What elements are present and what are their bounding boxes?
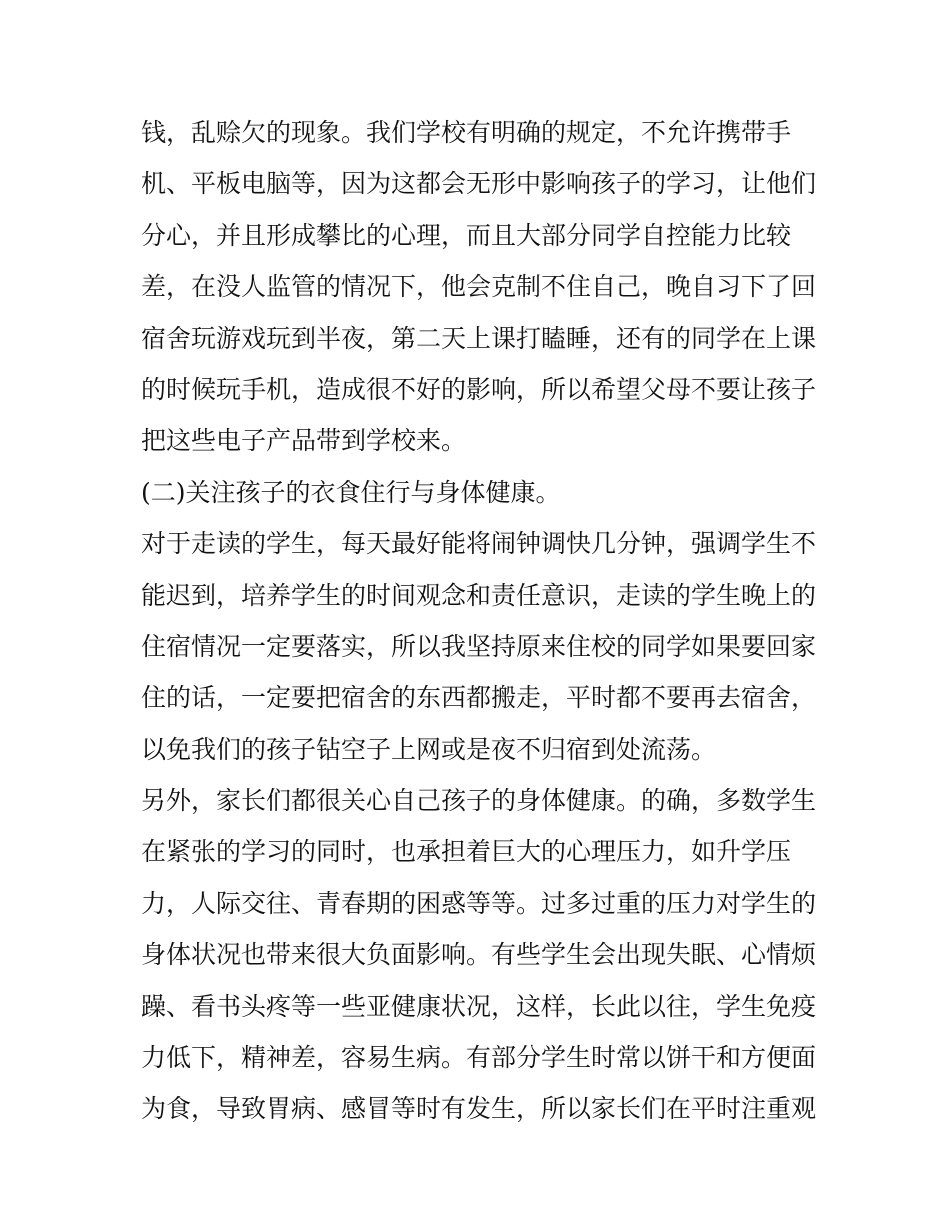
section-heading: (二)关注孩子的衣食住行与身体健康。 [141,477,561,507]
text-line: 机、平板电脑等，因为这都会无形中影响孩子的学习，让他们 [141,169,817,199]
text-line: 以免我们的孩子钻空子上网或是夜不归宿到处流荡。 [141,734,717,764]
text-line: 的时候玩手机，造成很不好的影响，所以希望父母不要让孩子 [141,374,817,404]
text-line: 宿舍玩游戏玩到半夜，第二天上课打瞌睡，还有的同学在上课 [141,323,817,353]
body-text [141,107,831,1135]
text-line: 能迟到，培养学生的时间观念和责任意识，走读的学生晚上的 [141,580,817,610]
text-line: 力，人际交往、青春期的困惑等等。过多过重的压力对学生的 [141,888,817,918]
text-line: 钱，乱赊欠的现象。我们学校有明确的规定，不允许携带手 [141,118,792,147]
text-line: 对于走读的学生，每天最好能将闹钟调快几分钟，强调学生不 [141,529,817,559]
text-line: 为食，导致胃病、感冒等时有发生，所以家长们在平时注重观 [141,1094,817,1124]
text-line: 身体状况也带来很大负面影响。有些学生会出现失眠、心情烦 [141,940,817,970]
text-line: 把这些电子产品带到学校来。 [141,426,467,456]
text-line: 在紧张的学习的同时，也承担着巨大的心理压力，如升学压 [141,837,792,867]
text-line: 住宿情况一定要落实，所以我坚持原来住校的同学如果要回家 [141,631,817,661]
text-line: 另外，家长们都很关心自己孩子的身体健康。的确，多数学生 [141,786,817,816]
text-line: 躁、看书头疼等一些亚健康状况，这样，长此以往，学生免疫 [141,991,817,1021]
text-line: 差，在没人监管的情况下，他会克制不住自己，晚自习下了回 [141,272,817,302]
text-line: 分心，并且形成攀比的心理，而且大部分同学自控能力比较 [141,220,792,250]
text-line: 力低下，精神差，容易生病。有部分学生时常以饼干和方便面 [141,1043,817,1073]
text-line: 住的话，一定要把宿舍的东西都搬走，平时都不要再去宿舍， [141,683,817,713]
